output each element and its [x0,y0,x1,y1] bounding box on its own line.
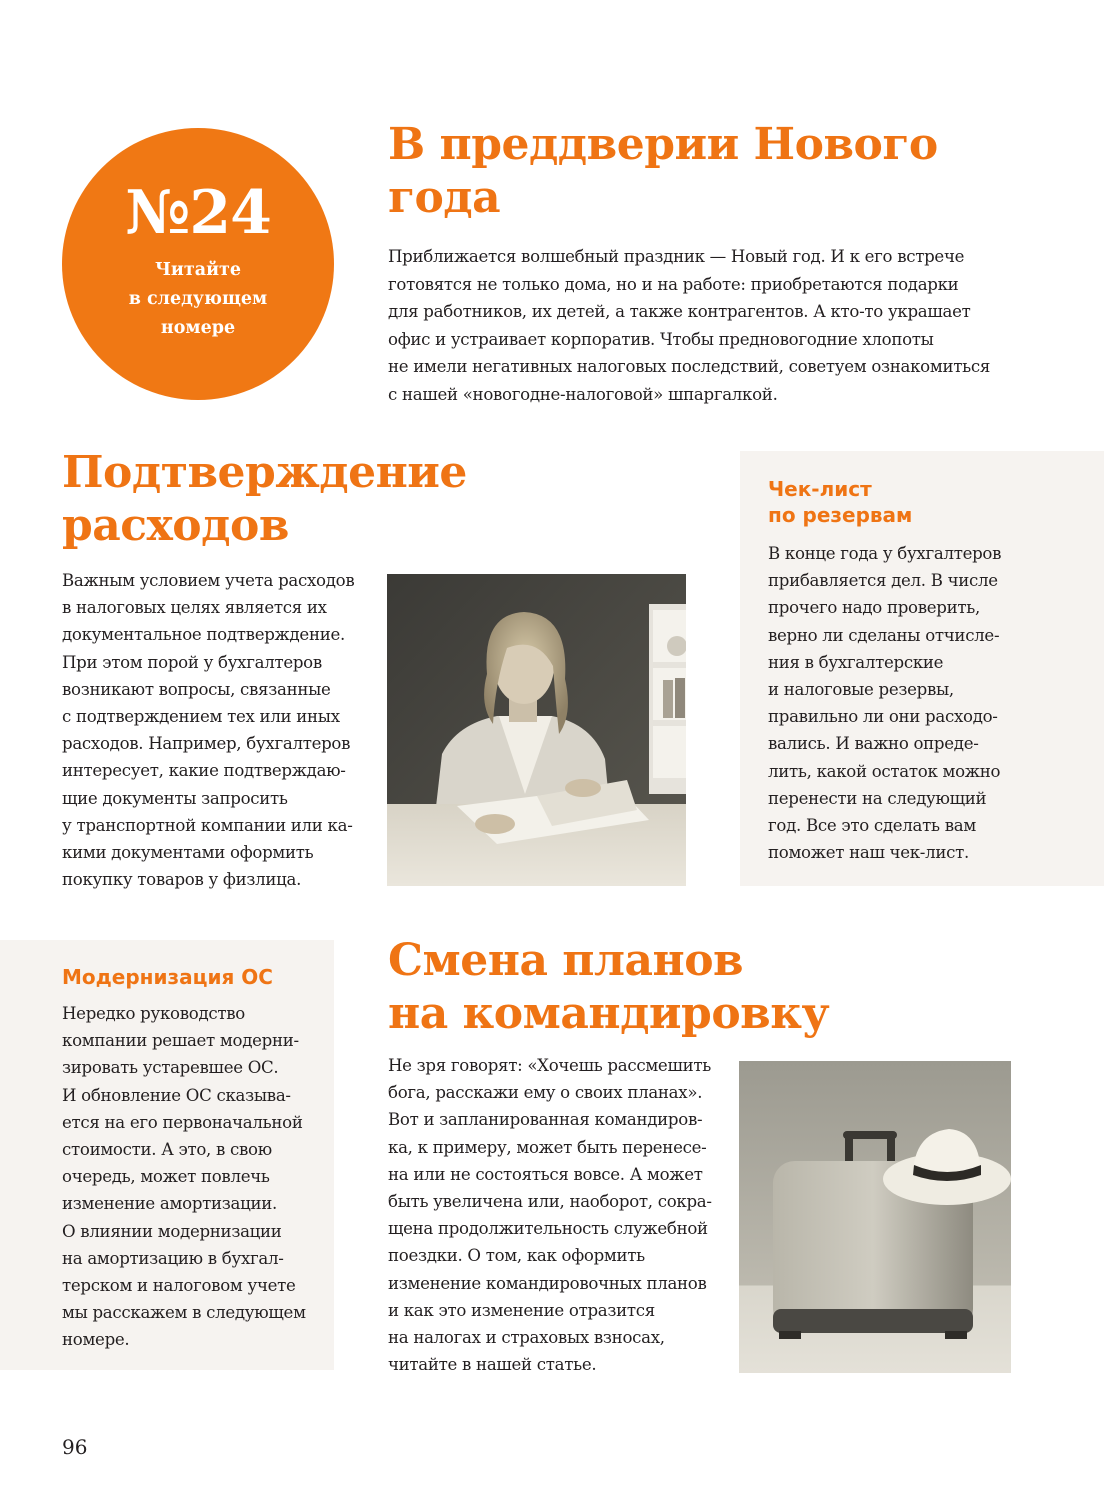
modernization-title: Модернизация ОС [62,965,273,989]
next-issue-badge [62,128,334,400]
business-trip-title: Смена планов на командировку [388,935,830,1039]
business-trip-text: Не зря говорят: «Хочешь рассмешить бога, расскажи ему о своих планах». Вот и запланированная командиров- ка, к примеру, может быть перенесе- на или не состояться вовсе. А может быть увеличена или, наоборот, сокра- щена продолжительность служебной поездки. О том, как оформить изменение командировочных планов и как это изменение отразится на налогах и страховых взносах, читайте в нашей статье. [388,1056,712,1375]
new-year-text: Приближается волшебный праздник — Новый год. И к его встрече готовятся не только дома, но и на работе: приобретаются подарки для работников, их детей, а также контрагентов. А кто-то украшает офис и устраивает корпоратив. Чтобы предновогодние хлопоты не имели негативных налоговых последствий, советуем ознакомиться с нашей «новогодне-налоговой» шпаргалкой. [388,247,991,404]
issue-caption: Читайте в следующем номере [128,260,268,338]
reserves-text: В конце года у бухгалтеров прибавляется дел. В числе прочего надо проверить, верно ли сделаны отчисле- ния в бухгалтерские и налоговые резервы, правильно ли они расходо- вались. И важно опреде- лить, какой остаток можно перенести на следующий год. Все это сделать вам поможет наш чек-лист. [768,544,1002,863]
issue-number: №24 [125,178,271,248]
suitcase-photo [739,1061,1011,1373]
accountant-photo [387,574,686,886]
page-number: 96 [62,1435,88,1459]
expenses-text: Важным условием учета расходов в налоговых целях является их документальное подтверждение. При этом порой у бухгалтеров возникают вопросы, связанные с подтверждением тех или иных расходов. Например, бухгалтеров интересует, какие подтверждаю- щие документы запросить у транспортной компании или ка- кими документами оформить покупку товаров у физлица. [62,571,355,890]
reserves-title: Чек-лист по резервам [768,477,913,527]
reserves-sidebar [740,451,1104,886]
expenses-title: Подтверждение расходов [62,447,467,551]
modernization-sidebar [0,940,334,1370]
modernization-text: Нередко руководство компании решает модерни- зировать устаревшее ОС. И обновление ОС сказыва- ется на его первоначальной стоимости. А это, в свою очередь, может повлечь изменение амортизации. О влиянии модернизации на амортизацию в бухгал- терском и налоговом учете мы расскажем в следующем номере. [62,1004,306,1350]
new-year-title: В преддверии Нового года [388,119,938,223]
